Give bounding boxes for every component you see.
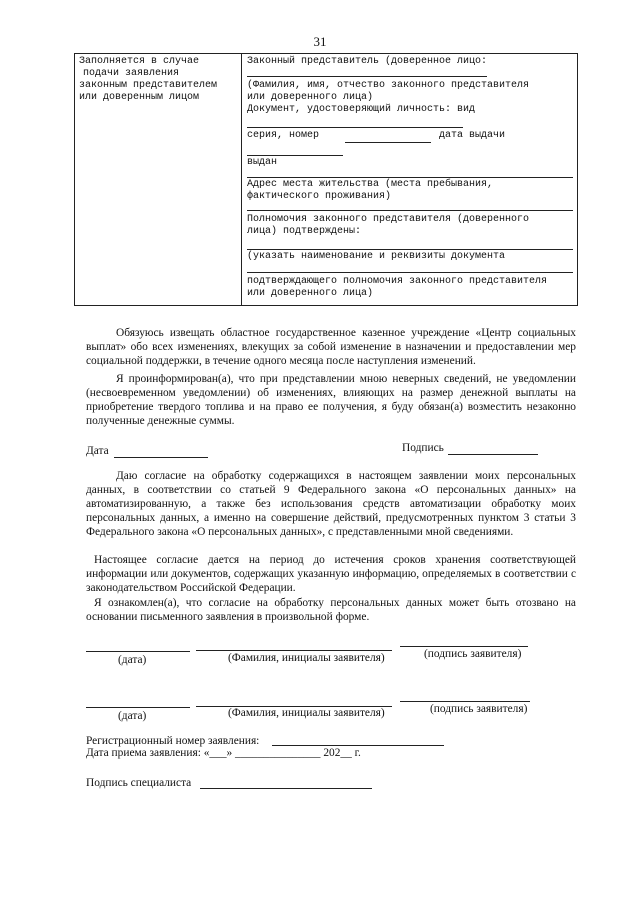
- specialist-signature-label: Подпись специалиста: [86, 777, 192, 789]
- rep-name-caption-1: (Фамилия, имя, отчество законного представителя: [247, 80, 530, 91]
- address-label-2: фактического проживания): [247, 191, 392, 202]
- obligation-paragraph-2: Я проинформирован(а), что при представлении мною неверных сведений, не уведомлении (несвоевременном уведомлении) об изменениях, влияющих на размер денежной выплаты на приобретение твердого топлива и на право ее получения, я буду обязан(а) возместить незаконно полученные денежные суммы.: [86, 373, 576, 427]
- rep-label: Законный представитель (доверенное лицо:: [247, 56, 488, 67]
- reg-number-label: Регистрационный номер заявления:: [86, 735, 260, 747]
- issue-date-label: дата выдачи: [439, 130, 506, 141]
- id-doc-kind-line: [247, 127, 463, 128]
- left-cell-line: или доверенным лицом: [79, 92, 200, 103]
- sig1-date-field[interactable]: [86, 651, 190, 652]
- signature-field[interactable]: [448, 454, 538, 455]
- left-cell-line: Заполняется в случае: [79, 56, 200, 67]
- table-divider: [241, 54, 242, 305]
- rep-name-line: [247, 76, 487, 77]
- specialist-signature-field[interactable]: [200, 788, 372, 789]
- powers-line: [247, 249, 573, 250]
- powers-label-1: Полномочия законного представителя (доверенного: [247, 214, 530, 225]
- sig1-fio-caption: (Фамилия, инициалы заявителя): [228, 652, 385, 664]
- sig2-sign-caption: (подпись заявителя): [430, 703, 528, 715]
- doc-requisites-line: [247, 272, 573, 273]
- date-field[interactable]: [114, 457, 208, 458]
- obligation-paragraph-1: Обязуюсь извещать областное государственное казенное учреждение «Центр социальных выплат» обо всех изменениях, влекущих за собой изменение в назначении и предоставлении мер социальной поддержки, в течение одного месяца после наступления изменений.: [86, 327, 576, 367]
- date-label: Дата: [86, 445, 109, 457]
- left-cell-line: законным представителем: [79, 80, 218, 91]
- reg-date-line: Дата приема заявления: «___» _______________ 202__ г.: [86, 747, 361, 759]
- id-doc-label: Документ, удостоверяющий личность: вид: [247, 104, 476, 115]
- address-label-1: Адрес места жительства (места пребывания,: [247, 179, 494, 190]
- issued-by-line: [247, 177, 573, 178]
- sig1-sign-field[interactable]: [400, 646, 528, 647]
- series-number-line: [345, 142, 431, 143]
- rep-name-caption-2: или доверенного лица): [247, 92, 374, 103]
- sig1-fio-field[interactable]: [196, 650, 392, 651]
- powers-doc-caption-2: или доверенного лица): [247, 288, 374, 299]
- series-number-label: серия, номер: [247, 130, 320, 141]
- sig1-date-caption: (дата): [118, 654, 147, 666]
- sig2-fio-caption: (Фамилия, инициалы заявителя): [228, 707, 385, 719]
- sig2-sign-field[interactable]: [400, 701, 530, 702]
- table-left-cell: [79, 56, 239, 104]
- page-number: 31: [313, 34, 327, 49]
- representative-table: [74, 53, 578, 306]
- issue-date-line: [247, 155, 343, 156]
- powers-label-2: лица) подтверждены:: [247, 226, 362, 237]
- consent-paragraph-1: Даю согласие на обработку содержащихся в настоящем заявлении моих персональных данных, в соответствии со статьей 9 Федерального закона «О персональных данных» на автоматизированную, а также без использования средств автоматизации обработку моих персональных данных, а именно на совершение действий, предусмотренных пунктом 3 статьи 3 Федерального закона «О персональных данных», с представленными мной сведениями.: [86, 470, 576, 538]
- address-line: [247, 210, 573, 211]
- issued-by-label: выдан: [247, 157, 278, 168]
- sig2-date-field[interactable]: [86, 707, 190, 708]
- powers-doc-caption-1: подтверждающего полномочия законного представителя: [247, 276, 548, 287]
- signature-label: Подпись: [402, 442, 444, 454]
- sig1-sign-caption: (подпись заявителя): [424, 648, 522, 660]
- sig2-date-caption: (дата): [118, 710, 147, 722]
- consent-paragraph-2: Настоящее согласие дается на период до истечения сроков хранения соответствующей информации или документов, содержащих указанную информацию, определяемых в соответствии с законодательством Российской Федерации.: [86, 554, 576, 594]
- consent-paragraph-3: Я ознакомлен(а), что согласие на обработку персональных данных может быть отозвано на основании письменного заявления в произвольной форме.: [86, 597, 576, 623]
- doc-requisites-caption: (указать наименование и реквизиты документа: [247, 251, 506, 262]
- left-cell-line: подачи заявления: [83, 68, 180, 79]
